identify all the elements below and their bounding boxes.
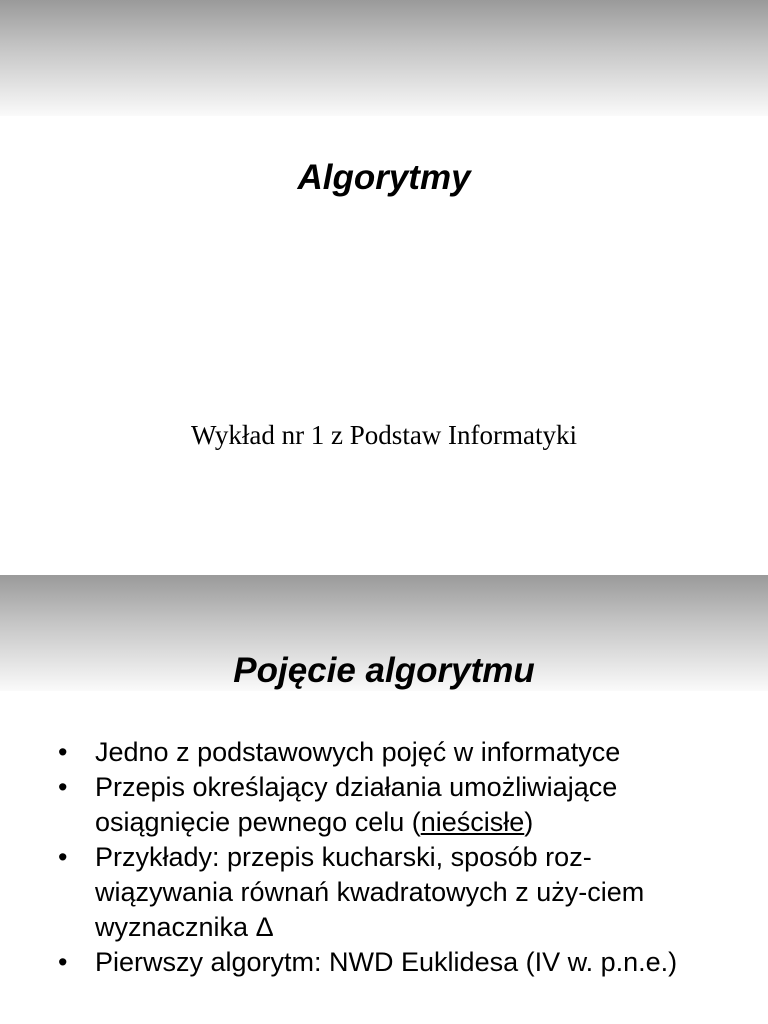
bullet-item: [58, 840, 718, 945]
bullet-text: Jedno z podstawowych pojęć w informatyce: [95, 737, 621, 767]
underlined-term: nieścisłe: [420, 807, 525, 837]
bullet-item: [58, 770, 718, 840]
bullet-text: Przepis określający działania umożliwiające osiągnięcie pewnego celu (: [95, 772, 618, 837]
bullet-text: Pierwszy algorytm: NWD Euklidesa (IV w. p.n.e.): [95, 947, 678, 977]
bullet-text: ): [524, 807, 534, 837]
bullet-list: [58, 735, 718, 980]
slide-subtitle: Wykład nr 1 z Podstaw Informatyki: [190, 420, 578, 450]
bullet-item: [58, 945, 718, 980]
slide-title: Algorytmy: [297, 158, 471, 197]
slide-title: Pojęcie algorytmu: [233, 651, 535, 690]
header-gradient-band: [0, 0, 768, 116]
content-slide: [0, 575, 768, 1024]
bullet-item: [58, 735, 718, 770]
bullet-text: Przykłady: przepis kucharski, sposób roz-wiązywania równań kwadratowych z uży-ciem wyznacznika Δ: [95, 842, 645, 942]
